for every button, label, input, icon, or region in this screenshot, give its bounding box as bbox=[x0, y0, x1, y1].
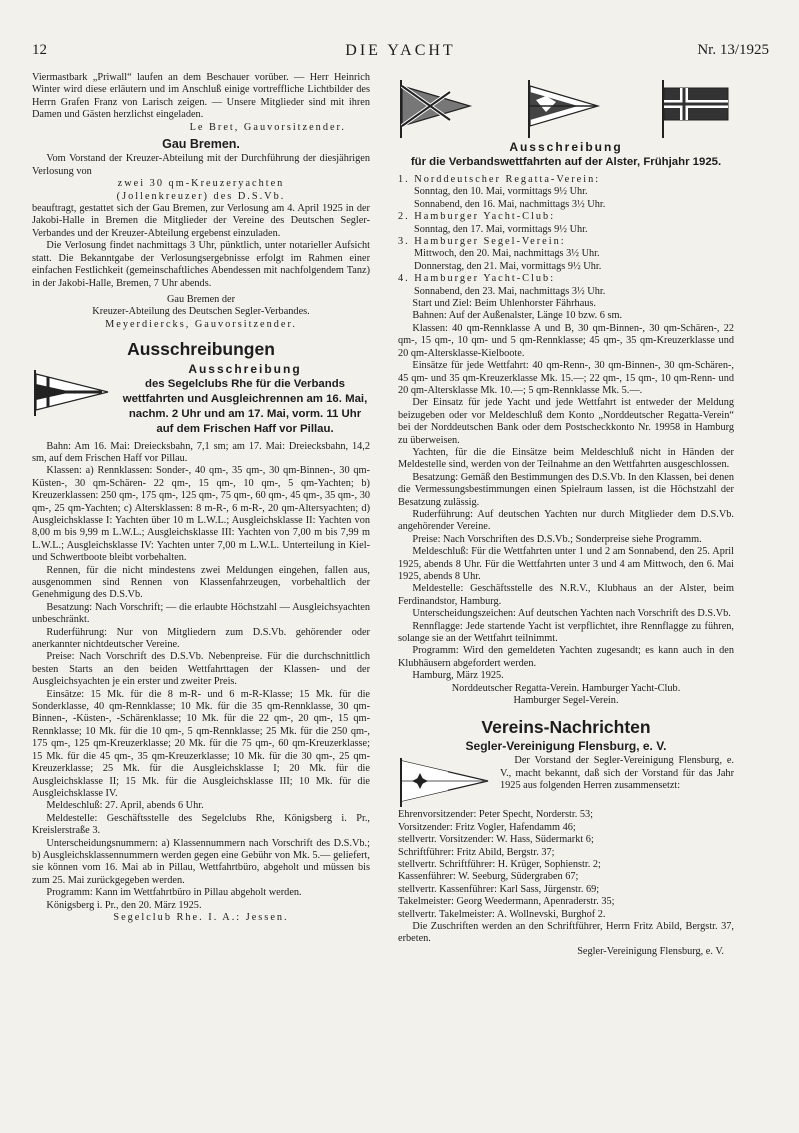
club-date: Sonntag, den 17. Mai, vormittags 9½ Uhr. bbox=[414, 223, 588, 235]
gau-paragraph-1: Vom Vorstand der Kreuzer-Abteilung mit der Durchführung der diesjährigen Verlosung von bbox=[32, 153, 370, 177]
alster-paragraph: Preise: Nach Vorschriften des D.S.Vb.; Sonderpreise siehe Programm. bbox=[412, 533, 702, 545]
alster-paragraph: Einsätze für jede Wettfahrt: 40 qm-Renn-, 30 qm-Binnen-, 30 qm-Schären-, 45 qm- und 35 qm-Kreuzerklasse Mk. 15.—; 22 qm-, 15 qm-, 10 qm-Renn- und 20 qm-Altersklasse Mk. 10.—; 5 qm-Rennklasse Mk. 5.—. bbox=[398, 360, 734, 396]
intro-paragraph: Viermastbark „Priwall“ laufen an dem Beschauer vorüber. — Herr Heinrich Winter wird diese erläutern und im Anschluß einige vortreffliche Lichtbilder des Herrn Grafen Franz von Larisch zeigen. — Unsere Mitglieder sind mit ihren Damen und Gästen herzlichst eingeladen. bbox=[32, 72, 370, 121]
gau-signature-1: Gau Bremen der bbox=[166, 293, 236, 305]
alster-paragraph: Start und Ziel: Beim Uhlenhorster Fährhaus. bbox=[412, 298, 597, 310]
club-name: 1. Norddeutscher Regatta-Verein: bbox=[398, 174, 601, 185]
left-column bbox=[32, 72, 370, 924]
alster-signature-1: Norddeutscher Regatta-Verein. Hamburger Yacht-Club. bbox=[451, 682, 681, 694]
alster-paragraph: Unterscheidungszeichen: Auf deutschen Yachten nach Vorschrift des D.S.Vb. bbox=[412, 608, 731, 620]
alster-paragraph: Meldestelle: Geschäftsstelle des N.R.V., Klubhaus an der Alster, beim Ferdinandstor, Hamburg. bbox=[398, 583, 734, 607]
board-member: stellvertr. Vorsitzender: W. Hass, Südermarkt 6; bbox=[398, 834, 594, 846]
club-date: Sonnabend, den 23. Mai, nachmittags 3½ Uhr. bbox=[414, 285, 606, 297]
flensburg-signature: Segler-Vereinigung Flensburg, e. V. bbox=[577, 945, 724, 957]
alster-signature-2: Hamburger Segel-Verein. bbox=[513, 695, 619, 707]
hamburger-yacht-club-flag-icon bbox=[526, 78, 606, 142]
alster-paragraph: Bahnen: Auf der Außenalster, Länge 10 bzw. 6 sm. bbox=[412, 310, 623, 322]
rhe-announcement-subtitle: des Segelclubs Rhe für die Verbands wettfahrten und Ausgleichrennen am 16. Mai, nachm. 2 Uhr und am 17. Mai, vorm. 11 Uhr auf dem Frischen Haff vor Pillau. bbox=[122, 377, 368, 435]
rhe-paragraph: Rennen, für die nicht mindestens zwei Meldungen eingehen, fallen aus, ausgenommen sind Rennen von Klassenfahrzeugen, vorbehaltlich der Genehmigung des D.S.Vb. bbox=[32, 564, 370, 601]
board-member: Schriftführer: Fritz Abild, Bergstr. 37; bbox=[398, 846, 555, 858]
board-member: Takelmeister: Georg Weedermann, Apenraderstr. 35; bbox=[398, 896, 615, 908]
club-date: Sonnabend, den 16. Mai, nachmittags 3½ Uhr. bbox=[414, 198, 606, 210]
rhe-paragraph: Ruderführung: Nur von Mitgliedern zum D.S.Vb. gehörender oder anerkannter nichtdeutscher Vereine. bbox=[32, 626, 370, 651]
flensburg-flag-icon bbox=[398, 757, 494, 809]
board-member: Ehrenvorsitzender: Peter Specht, Norderstr. 53; bbox=[398, 809, 594, 821]
rhe-paragraph: Programm: Kann im Wettfahrtbüro in Pillau abgeholt werden. bbox=[46, 887, 302, 899]
alster-paragraph: Yachten, für die die Einsätze beim Meldeschluß nicht in Händen der Meldestelle sind, werden von der Teilnahme an den Wettfahrten ausgeschlossen. bbox=[398, 446, 734, 471]
alster-paragraph: Klassen: 40 qm-Rennklasse A und B, 30 qm-Binnen-, 30 qm-Schären-, 22 qm-, 15 qm-, 10 qm- und 5 qm-Rennklasse; 45 qm-, 35 qm-Kreuzerklasse und 20 qm-Altersklasse-Kielboote. bbox=[398, 322, 734, 359]
intro-signature: Le Bret, Gauvorsitzender. bbox=[189, 121, 346, 133]
rhe-signature: Segelclub Rhe. I. A.: Jessen. bbox=[113, 911, 289, 923]
rhe-paragraph: Preise: Nach Vorschrift des D.S.Vb. Nebenpreise. Für die durchschnittlich besten Starts an den beiden Wettfahrttagen der Klassen- und der Ausgleichsyachten je ein erster und zweiter Preis. bbox=[32, 651, 370, 688]
club-name: 3. Hamburger Segel-Verein: bbox=[398, 236, 566, 248]
gau-center-line-2: (Jollenkreuzer) des D.S.Vb. bbox=[116, 190, 286, 202]
alster-announcement-title: Ausschreibung bbox=[509, 140, 623, 154]
vereins-nachrichten-heading: Vereins-Nachrichten bbox=[481, 717, 651, 738]
gau-center-line-1: zwei 30 qm-Kreuzeryachten bbox=[117, 178, 285, 190]
club-name: 2. Hamburger Yacht-Club: bbox=[398, 211, 556, 223]
issue-number: Nr. 13/1925 bbox=[697, 42, 769, 58]
alster-announcement-subtitle: für die Verbandswettfahrten auf der Alster, Frühjahr 1925. bbox=[410, 156, 722, 168]
page-number: 12 bbox=[32, 42, 47, 58]
gau-bremen-heading: Gau Bremen. bbox=[162, 137, 240, 152]
alster-paragraph: Besatzung: Gemäß den Bestimmungen des D.S.Vb. In den Klassen, bei denen die Vermessungsbestimmungen einen Spielraum lassen, ist die Höchstzahl der Besatzung zulässig. bbox=[398, 471, 734, 508]
club-name: 4. Hamburger Yacht-Club: bbox=[398, 273, 556, 285]
flensburg-heading: Segler-Vereinigung Flensburg, e. V. bbox=[465, 738, 667, 753]
alster-paragraph: Meldeschluß: Für die Wettfahrten unter 1 und 2 am Sonnabend, den 25. April 1925, abends 8 Uhr. Für die Wettfahrten unter 3 und 4 am Mittwoch, den 6. Mai 1925, abends 8 Uhr. bbox=[398, 546, 734, 582]
board-member: Vorsitzender: Fritz Vogler, Hafendamm 46; bbox=[398, 821, 576, 833]
flag-row bbox=[398, 78, 734, 140]
alster-paragraph: Ruderführung: Auf deutschen Yachten nur durch Mitglieder dem D.S.Vb. angehörender Vereine. bbox=[398, 508, 734, 533]
rhe-paragraph: Meldestelle: Geschäftsstelle des Segelclubs Rhe, Königsberg i. Pr., Kreislerstraße 3. bbox=[32, 812, 370, 837]
rhe-paragraph: Besatzung: Nach Vorschrift; — die erlaubte Höchstzahl — Ausgleichsyachten unbeschränkt. bbox=[32, 601, 370, 626]
club-date: Sonntag, den 10. Mai, vormittags 9½ Uhr. bbox=[414, 186, 588, 198]
rhe-paragraph: Klassen: a) Rennklassen: Sonder-, 40 qm-, 35 qm-, 30 qm-Binnen-, 30 qm-Küsten-, 30 qm-Schären- 22 qm-, 15 qm-, 10 qm-, 5 qm-Yachten; b) Kreuzerklassen: 250 qm-, 175 qm-, 125 qm-, 75 qm-, 60 qm-, 45 qm-, 35 qm-, 30 qm-, 25 qm-Yachten; c) Altersklassen: 8 m-R-, 6 m-R-, 20 qm-Altersyachten; d) Ausgleichsklasse I: Yachten über 10 m L.W.L.; Ausgleichsklasse II: Yachten von 8,00 m bis 9,99 m L.W.L.; Ausgleichsklasse III: Yachten von 7,00 m bis 7,99 m L.W.L.; Ausgleichsklasse IV: Yachten unter 7,00 m L.W.L. Unterteilung in Kiel- und Schwertboote bleibt vorbehalten. bbox=[32, 465, 370, 564]
gau-signature-2: Kreuzer-Abteilung des Deutschen Segler-Verbandes. bbox=[92, 306, 310, 318]
board-member: Kassenführer: W. Seeburg, Südergraben 67; bbox=[398, 871, 579, 883]
right-column bbox=[398, 78, 734, 958]
norddeutscher-regatta-verein-flag-icon bbox=[398, 78, 478, 142]
alster-paragraph: Der Einsatz für jede Yacht und jede Wettfahrt ist entweder der Meldung beizugeben oder vor Meldeschluß dem Konto „Norddeutscher Regatta-Verein“ bei der Norddeutschen Bank oder dem Postscheckkonto Nr. 19958 in Hamburg zu überweisen. bbox=[398, 397, 734, 446]
ausschreibungen-heading: Ausschreibungen bbox=[127, 339, 275, 360]
rhe-paragraph: Bahn: Am 16. Mai: Dreiecksbahn, 7,1 sm; am 17. Mai: Dreiecksbahn, 14,2 sm, auf dem Frischen Haff vor Pillau. bbox=[32, 440, 370, 464]
club-date: Donnerstag, den 21. Mai, vormittags 9½ Uhr. bbox=[414, 260, 602, 272]
alster-paragraph: Programm: Wird den gemeldeten Yachten zugesandt; es kann auch in den Klubhäusern abgefordert werden. bbox=[398, 645, 734, 669]
board-member: stellvertr. Schriftführer: H. Krüger, Sophienstr. 2; bbox=[398, 858, 601, 870]
rhe-paragraph: Meldeschluß: 27. April, abends 6 Uhr. bbox=[46, 800, 204, 812]
rhe-paragraph: Unterscheidungsnummern: a) Klassennummern nach Vorschrift des D.S.Vb.; b) Ausgleichsklassennummern werden gegen eine Gebühr von Mk. 5.— geliefert, sie können vom 16. Mai ab in Pillau, Wettfahrtbüro, abgeholt und müssen bis zum 25. Mai zurückgegeben werden. bbox=[32, 837, 370, 886]
gau-signature-3: Meyerdiercks, Gauvorsitzender. bbox=[105, 318, 297, 330]
flensburg-intro: Der Vorstand der Segler-Vereinigung Flensburg, e. V., macht bekannt, daß sich der Vorstand für das Jahr 1925 aus folgenden Herren zusammensetzt: bbox=[500, 755, 734, 792]
gau-paragraph-3: Die Verlosung findet nachmittags 3 Uhr, pünktlich, unter notarieller Aufsicht statt. Die Bekanntgabe der Verlosungsergebnisse erfolgt im Rahmen einer einfachen Festlichkeit (gemeinschaftliches Abendessen mit nachfolgendem Tanz) in der Jakobi-Halle, Bremen, 7 Uhr abends. bbox=[32, 240, 370, 289]
board-member: stellvertr. Takelmeister: A. Wollnevski, Burghof 2. bbox=[398, 908, 606, 920]
gau-paragraph-2: beauftragt, gestattet sich der Gau Bremen, zur Verlosung am 4. April 1925 in der Jakobi-Halle in Bremen die Mitglieder der Vereine des Deutschen Segler-Verbandes und der Kreuzer-Abteilung ergebenst einzuladen. bbox=[32, 203, 370, 239]
alster-paragraph: Rennflagge: Jede startende Yacht ist verpflichtet, ihre Rennflagge zu führen, solange sie an der Wettfahrt teilnimmt. bbox=[398, 620, 734, 645]
flensburg-notice bbox=[398, 755, 734, 809]
hamburger-segel-verein-flag-icon bbox=[660, 78, 734, 142]
rhe-paragraph: Königsberg i. Pr., den 20. März 1925. bbox=[46, 899, 202, 911]
alster-paragraph: Hamburg, März 1925. bbox=[412, 670, 504, 682]
rhe-announcement-header bbox=[32, 362, 370, 437]
magazine-title: DIE YACHT bbox=[345, 42, 456, 59]
club-date: Mittwoch, den 20. Mai, nachmittags 3½ Uhr. bbox=[414, 248, 600, 260]
rhe-announcement-title: Ausschreibung bbox=[188, 361, 302, 376]
club-flag-icon bbox=[32, 368, 114, 432]
rhe-paragraph: Einsätze: 15 Mk. für die 8 m-R- und 6 m-R-Klasse; 15 Mk. für die Sonderklasse, 40 qm-Rennklasse; 10 Mk. für die 35 qm-Rennklasse, 30 qm-Binnen-, -Küsten-, -Schärenklasse; 10 Mk. für die 22 qm-, 20 qm-, 15 qm-Rennklasse; 10 Mk. für die 10 qm-, 5 qm-Rennklasse; 25 Mk. für die 250 qm-, 175 qm-, 125 qm-Kreuzerklasse; 20 Mk. für die 75 qm-, 60 qm-Kreuzerklasse; 15 Mk. für die 45 qm-, 35 qm-Kreuzerklasse; 10 Mk. für die 30 qm-, 25 qm-Kreuzerklasse; 25 Mk. für die Ausgleichsklasse I; 20 Mk. für die Ausgleichsklasse II; 15 Mk. für die Ausgleichsklasse III; 10 Mk. für die Ausgleichsklasse IV. bbox=[32, 688, 370, 799]
page-header bbox=[32, 42, 769, 64]
flensburg-closing: Die Zuschriften werden an den Schriftführer, Herrn Fritz Abild, Bergstr. 37, erbeten. bbox=[398, 920, 734, 945]
board-member: stellvertr. Kassenführer: Karl Sass, Jürgenstr. 69; bbox=[398, 883, 600, 895]
